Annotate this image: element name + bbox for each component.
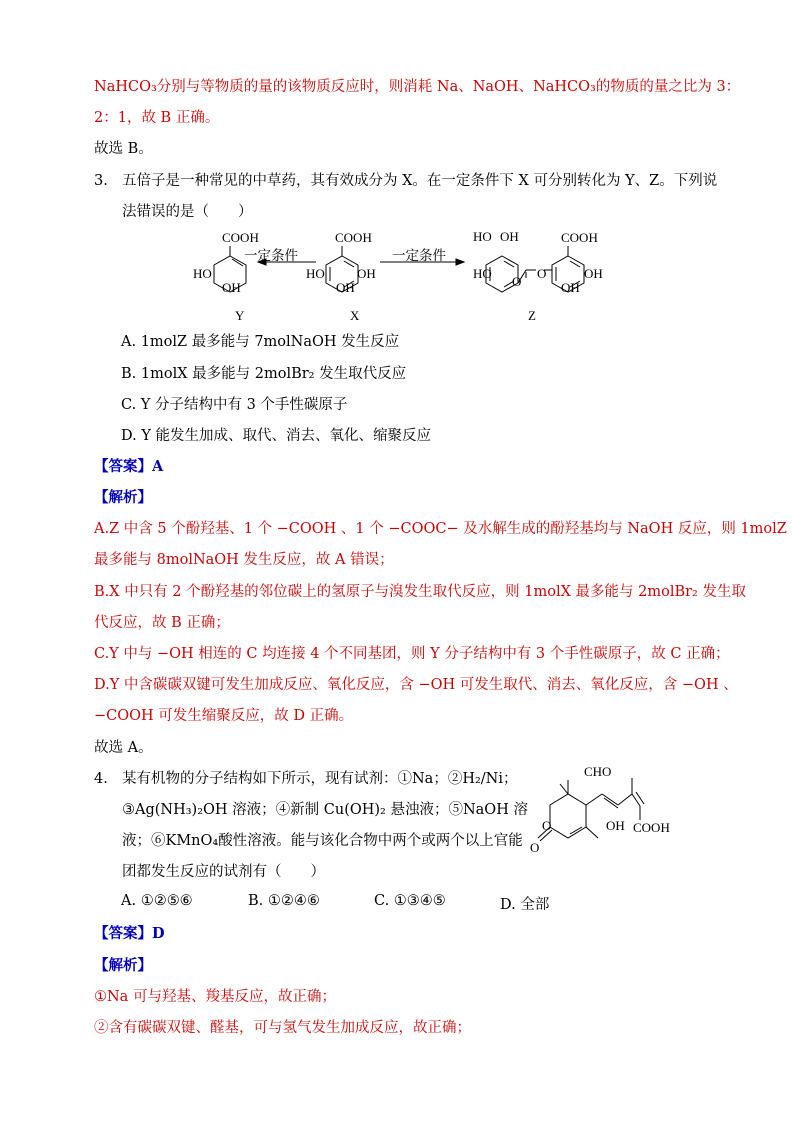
q4-answer: 【答案】D (94, 925, 165, 942)
x-cooh: COOH (335, 230, 372, 245)
x-oh-right: OH (357, 266, 376, 281)
z-ho-left: HO (473, 266, 492, 281)
y-oh: OH (222, 280, 241, 295)
q4-option-c: C. ①③④⑤ (374, 893, 446, 909)
continued-text-line-2: 2：1，故 B 正确。 (94, 110, 220, 126)
label-z: Z (528, 308, 536, 323)
q4-exp-1: ①Na 可与羟基、羧基反应，故正确； (94, 989, 336, 1005)
q3-stem-1: 五倍子是一种常见的中草药，其有效成分为 X。在一定条件下 X 可分别转化为 Y、Z。下列说 (122, 173, 718, 189)
q4-number: 4. (94, 771, 108, 787)
q4-ring-o: O (542, 818, 552, 833)
q4-carbonyl-o: O (530, 840, 540, 855)
q3-exp-a1: A.Z 中含 5 个酚羟基、1 个 −COOH 、1 个 −COOC− 及水解生成的酚羟基均与 NaOH 反应，则 1molZ (94, 521, 787, 537)
z-carbonyl-o: O (512, 274, 522, 289)
q3-option-b: B. 1molX 最多能与 2molBr₂ 发生取代反应 (121, 366, 407, 382)
q4-cooh: COOH (633, 820, 670, 835)
q4-stem-2: ③Ag(NH₃)₂OH 溶液；④新制 Cu(OH)₂ 悬浊液；⑤NaOH 溶 (122, 802, 528, 818)
q3-analysis-head: 【解析】 (94, 489, 152, 506)
q4-exp-2: ②含有碳碳双键、醛基，可与氢气发生加成反应，故正确； (94, 1020, 471, 1036)
q3-conclusion: 故选 A。 (94, 740, 153, 756)
q3-number: 3. (94, 173, 108, 189)
continued-text-line-1: NaHCO₃分别与等物质的量的该物质反应时，则消耗 Na、NaOH、NaHCO₃的物质的量之比为 3： (94, 79, 741, 95)
label-y: Y (235, 308, 245, 323)
x-ho: HO (306, 266, 325, 281)
q4-analysis-head: 【解析】 (94, 957, 152, 974)
q3-exp-b2: 代反应，故 B 正确； (94, 615, 230, 631)
z-cooh: COOH (561, 230, 598, 245)
z-ester-o: O (537, 266, 547, 281)
q3-option-c: C. Y 分子结构中有 3 个手性碳原子 (121, 397, 348, 413)
z-oh-right: OH (584, 266, 603, 281)
y-cooh: COOH (222, 230, 259, 245)
q4-stem-3: 液；⑥KMnO₄酸性溶液。能与该化合物中两个或两个以上官能 (122, 833, 523, 849)
q4-stem-4: 团都发生反应的试剂有（ ） (122, 864, 325, 880)
z-ho-top: HO (473, 229, 492, 244)
label-x: X (350, 308, 360, 323)
q3-answer: 【答案】A (94, 458, 164, 475)
q3-stem-2: 法错误的是（ ） (122, 204, 253, 220)
q4-oh: OH (606, 818, 625, 833)
z-oh-bottom: OH (561, 280, 580, 295)
q3-exp-a2: 最多能与 8molNaOH 发生反应，故 A 错误； (94, 552, 394, 568)
arrow-right-label: 一定条件 (392, 248, 446, 263)
y-ho: HO (193, 266, 212, 281)
q4-option-b: B. ①②④⑥ (248, 893, 320, 909)
q3-exp-d1: D.Y 中含碳碳双键可发生加成反应、氧化反应，含 −OH 可发生取代、消去、氧化反应，含 −OH 、 (94, 677, 738, 693)
q4-option-d: D. 全部 (500, 897, 550, 913)
q3-exp-b1: B.X 中只有 2 个酚羟基的邻位碳上的氢原子与溴发生取代反应，则 1molX 最多能与 2molBr₂ 发生取 (94, 584, 746, 600)
q3-exp-c: C.Y 中与 −OH 相连的 C 均连接 4 个不同基团，则 Y 分子结构中有 3 个手性碳原子，故 C 正确； (94, 646, 730, 662)
q4-cho: CHO (584, 764, 612, 779)
z-oh-top: OH (500, 229, 519, 244)
q3-option-a: A. 1molZ 最多能与 7molNaOH 发生反应 (121, 334, 400, 350)
arrow-left-label: 一定条件 (244, 248, 298, 263)
q4-stem-1: 某有机物的分子结构如下所示，现有试剂：①Na；②H₂/Ni； (122, 771, 518, 787)
x-oh-bottom: OH (336, 280, 355, 295)
conclusion-prev: 故选 B。 (94, 141, 153, 157)
q4-option-a: A. ①②⑤⑥ (121, 893, 193, 909)
q3-exp-d2: −COOH 可发生缩聚反应，故 D 正确。 (94, 708, 354, 724)
q3-option-d: D. Y 能发生加成、取代、消去、氧化、缩聚反应 (121, 428, 432, 444)
